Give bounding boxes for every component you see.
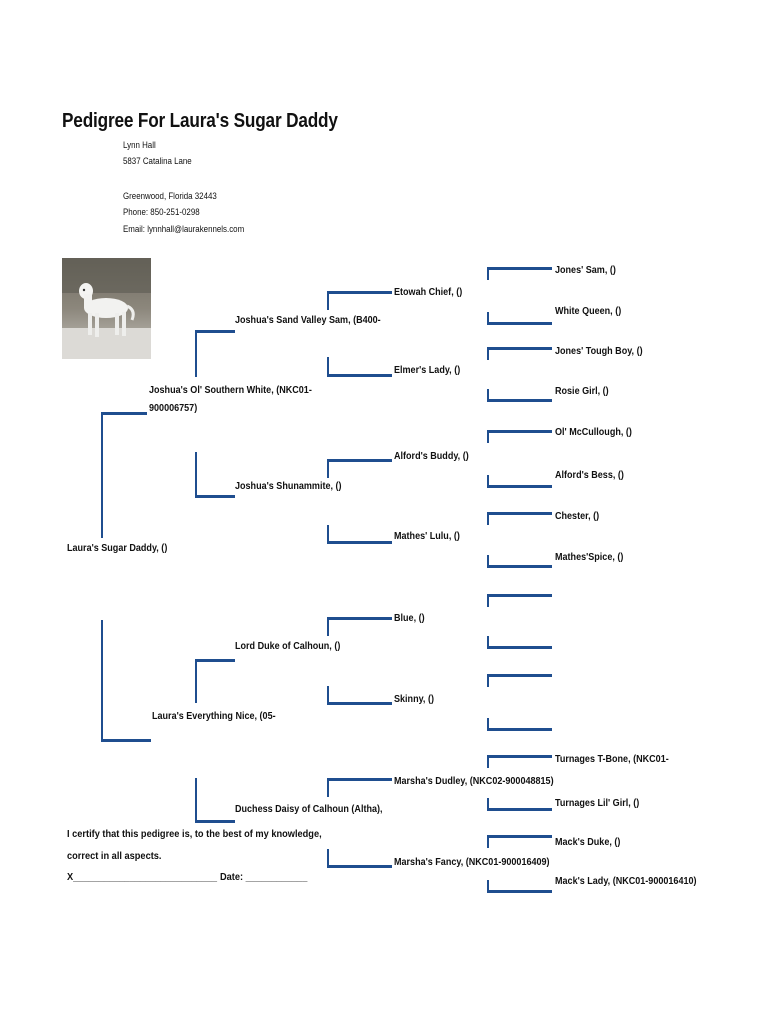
certification-text: correct in all aspects. xyxy=(67,850,162,862)
gg-grandparent-name: White Queen, () xyxy=(555,305,622,317)
page-title: Pedigree For Laura's Sugar Daddy xyxy=(62,110,338,132)
owner-street: 5837 Catalina Lane xyxy=(123,156,192,166)
pedigree-bracket xyxy=(327,849,392,868)
gg-grandparent-name: Rosie Girl, () xyxy=(555,385,609,397)
pedigree-bracket xyxy=(327,357,392,377)
pedigree-bracket xyxy=(327,686,392,705)
pedigree-bracket xyxy=(327,291,392,310)
sire-name-cont: 900006757) xyxy=(149,402,198,414)
pedigree-bracket xyxy=(101,412,147,538)
pedigree-bracket xyxy=(101,620,151,742)
pedigree-bracket xyxy=(487,555,552,568)
gg-grandparent-name: Chester, () xyxy=(555,510,600,522)
gg-grandparent-name: Jones' Sam, () xyxy=(555,264,616,276)
great-grandparent-name: Skinny, () xyxy=(394,693,434,705)
great-grandparent-name: Alford's Buddy, () xyxy=(394,450,469,462)
gg-grandparent-name: Alford's Bess, () xyxy=(555,469,624,481)
pedigree-bracket xyxy=(487,594,552,607)
pedigree-bracket xyxy=(195,778,235,823)
subject-name: Laura's Sugar Daddy, () xyxy=(67,542,168,554)
sire-name: Joshua's Ol' Southern White, (NKC01- xyxy=(149,384,312,396)
certification-text: I certify that this pedigree is, to the best of my knowledge, xyxy=(67,828,322,840)
pedigree-bracket xyxy=(327,617,392,636)
great-grandparent-name: Blue, () xyxy=(394,612,425,624)
pedigree-bracket xyxy=(327,778,392,797)
pedigree-bracket xyxy=(487,798,552,811)
pedigree-bracket xyxy=(327,525,392,544)
pedigree-bracket xyxy=(487,674,552,687)
great-grandparent-name: Etowah Chief, () xyxy=(394,286,463,298)
owner-name: Lynn Hall xyxy=(123,140,156,150)
pedigree-bracket xyxy=(487,267,552,280)
dog-photo xyxy=(62,258,151,359)
pedigree-bracket xyxy=(487,347,552,360)
date-line[interactable]: Date: ____________ xyxy=(220,871,308,883)
gg-grandparent-name: Jones' Tough Boy, () xyxy=(555,345,643,357)
grandsire-name: Lord Duke of Calhoun, () xyxy=(235,640,341,652)
dam-name: Laura's Everything Nice, (05- xyxy=(152,710,276,722)
gg-grandparent-name: Turnages Lil' Girl, () xyxy=(555,797,640,809)
owner-phone: Phone: 850-251-0298 xyxy=(123,207,200,217)
pedigree-bracket xyxy=(195,659,235,703)
granddam-name: Joshua's Shunammite, () xyxy=(235,480,342,492)
granddam-name: Duchess Daisy of Calhoun (Altha), xyxy=(235,803,383,815)
dog-photo-image xyxy=(62,258,151,359)
great-grandparent-name: Mathes' Lulu, () xyxy=(394,530,460,542)
pedigree-bracket xyxy=(195,452,235,498)
pedigree-bracket xyxy=(487,880,552,893)
pedigree-bracket xyxy=(195,330,235,377)
gg-grandparent-name: Turnages T-Bone, (NKC01- xyxy=(555,753,669,765)
pedigree-bracket xyxy=(487,636,552,649)
pedigree-bracket xyxy=(487,312,552,325)
owner-email[interactable]: Email: lynnhall@laurakennels.com xyxy=(123,224,245,234)
gg-grandparent-name: Mack's Duke, () xyxy=(555,836,621,848)
gg-grandparent-name: Ol' McCullough, () xyxy=(555,426,632,438)
signature-line[interactable]: X____________________________ xyxy=(67,871,218,883)
pedigree-bracket xyxy=(487,512,552,525)
pedigree-bracket xyxy=(487,835,552,848)
great-grandparent-name: Marsha's Fancy, (NKC01-900016409) xyxy=(394,856,550,868)
pedigree-bracket xyxy=(327,459,392,478)
gg-grandparent-name: Mathes'Spice, () xyxy=(555,551,624,563)
grandsire-name: Joshua's Sand Valley Sam, (B400- xyxy=(235,314,381,326)
great-grandparent-name: Elmer's Lady, () xyxy=(394,364,461,376)
great-grandparent-name: Marsha's Dudley, (NKC02-900048815) xyxy=(394,775,554,787)
owner-city: Greenwood, Florida 32443 xyxy=(123,191,217,201)
pedigree-bracket xyxy=(487,475,552,488)
pedigree-bracket xyxy=(487,430,552,443)
pedigree-bracket xyxy=(487,718,552,731)
gg-grandparent-name: Mack's Lady, (NKC01-900016410) xyxy=(555,875,697,887)
pedigree-bracket xyxy=(487,389,552,402)
pedigree-bracket xyxy=(487,755,552,768)
